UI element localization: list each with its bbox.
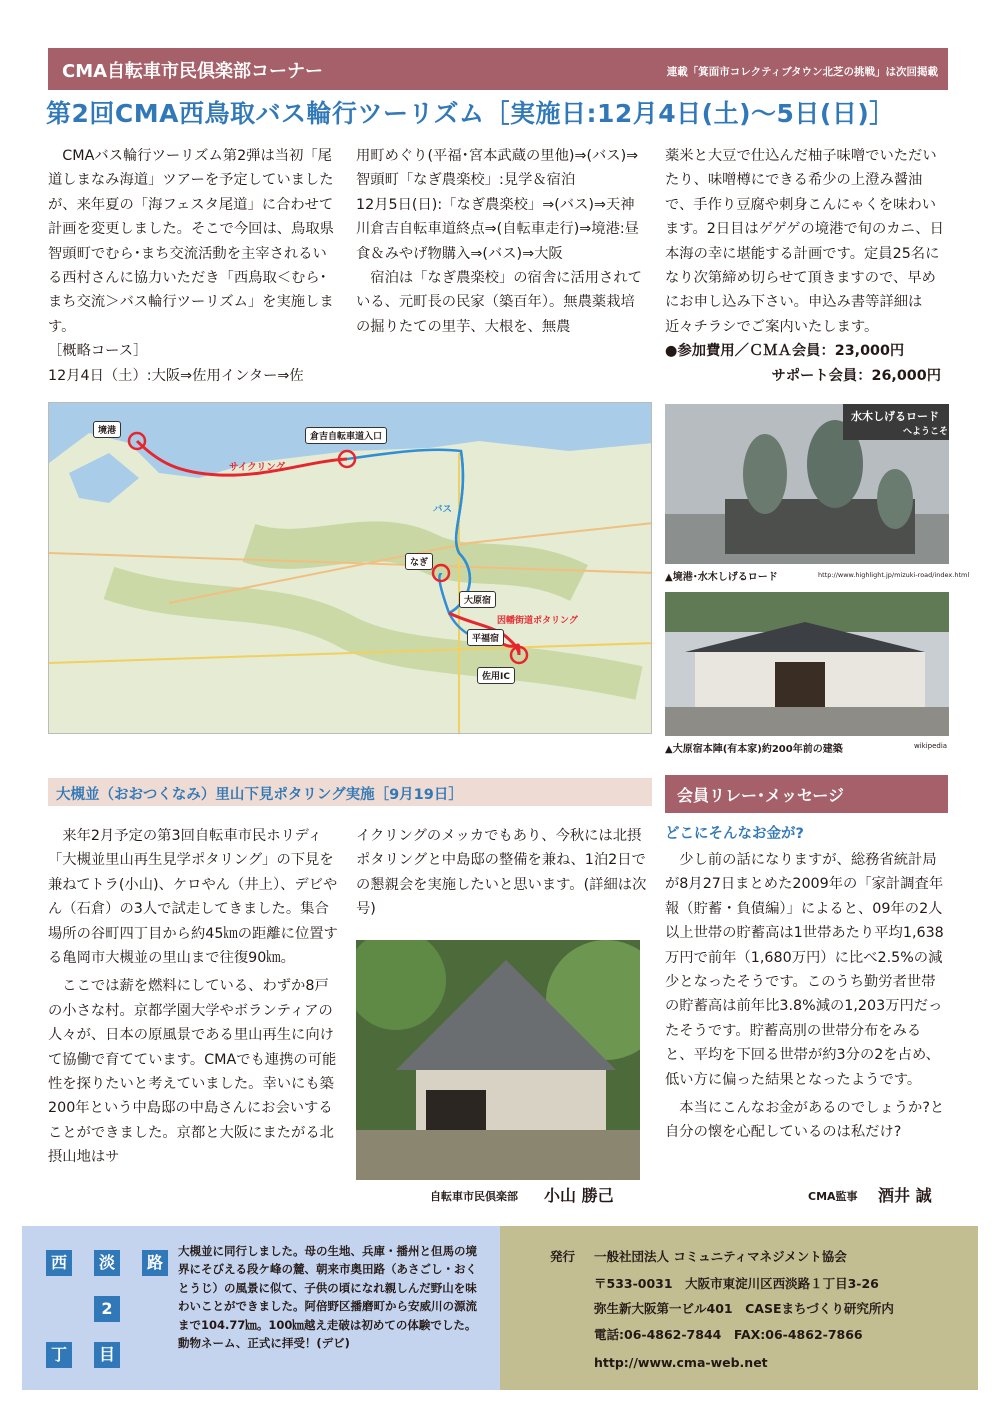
publisher-address1: 〒533-0031 大阪市東淀川区西淡路１丁目3-26 (594, 1276, 879, 1291)
article1-col1 (48, 144, 336, 388)
title-char: 丁 (46, 1342, 72, 1368)
title-char: 目 (94, 1342, 120, 1368)
map-label-sakaiminato: 境港 (93, 421, 121, 438)
caption-ohara: ▲大原宿本陣(有本家)約200年前の建築 (665, 744, 843, 755)
footer-nishiawaji (22, 1226, 500, 1390)
publisher-label: 発行 (550, 1249, 576, 1264)
article2-paragraph: ここでは薪を燃料にしている、わずか8戸の小さな村。京都学園大学やボランティアの人々が、日本の原風景である里山再生に向けて協働で育てています。CMAでも連携の可能性を探りたいと考えていました。幸いにも築200年という中島邸の中島さんにお会いすることができました。京都と大阪にまたがる北摂山地はサ (48, 978, 337, 1166)
ohara-house-image (665, 592, 949, 736)
map-label-ohara: 大原宿 (459, 591, 496, 608)
caption-mizuki: ▲境港･水木しげるロード (665, 572, 778, 583)
fee-member-line (665, 339, 949, 363)
article1-day1: 12月4日（土）:大阪⇒佐用インター⇒佐 (48, 367, 304, 384)
fee-member: 23,000円 (834, 343, 905, 360)
article2-col2 (356, 824, 648, 922)
title-char: 2 (94, 1296, 120, 1322)
thatched-house-image (356, 940, 640, 1180)
relay-heading-bar (665, 775, 948, 813)
photo-nakajima-house (356, 940, 640, 1180)
article2-author-name: 小山 勝己 (544, 1186, 614, 1205)
corner-title: CMA自転車市民倶楽部コーナー (62, 61, 324, 82)
article2-col1 (48, 824, 338, 1170)
series-notice: 連載「箕面市コレクティブタウン北芝の挑戦」は次回掲載 (666, 66, 938, 78)
article1-paragraph: CMAバス輪行ツーリズム第2弾は当初「尾道しまなみ海道」ツアーを予定していましたが、来年夏の「海フェスタ尾道」に合わせて計画を変更しました。そこで今回は、鳥取県智頭町でむら･まち交流活動を主宰されるいる西村さんに協力いただき「西鳥取＜むら･まち交流＞バス輪行ツーリズム」を実施します。 (48, 148, 334, 335)
article2-author-org: 自転車市民倶楽部 (430, 1190, 518, 1203)
article2-col2-text: イクリングのメッカでもあり、今秋には北摂ポタリングと中島邸の整備を兼ね、1泊2日での懇親会を実施したいと思います。(詳細は次号) (356, 828, 647, 918)
caption-ohara-credit: wikipedia (914, 742, 948, 750)
article1-col2 (356, 144, 646, 339)
publisher-url[interactable]: http://www.cma-web.net (594, 1355, 768, 1370)
relay-author-name: 酒井 誠 (878, 1186, 932, 1205)
fee-support-line (665, 364, 949, 388)
corner-header (48, 48, 948, 90)
article2-heading: 大槻並（おおつくなみ）里山下見ポタリング実施［9月19日］ (56, 787, 463, 803)
publisher-org: 一般社団法人 コミュニティマネジメント協会 (594, 1249, 847, 1264)
map-graphic (49, 403, 652, 734)
article1-day1-cont: 用町めぐり(平福･宮本武蔵の里他)⇒(バス)⇒智頭町「なぎ農楽校」:見学＆宿泊 (356, 148, 639, 189)
caption-mizuki-url: http://www.highlight.jp/mizuki-road/index.html (818, 571, 970, 579)
article1-col3-text: 薬米と大豆で仕込んだ柚子味噌でいただいたり、味噌樽にできる希少の上澄み醤油で、手作り豆腐や刺身こんにゃくを味わいます。2日目はゲゲゲの境港で旬のカニ、日本海の幸に堪能する計画です。定員25名になり次第締め切らせて頂きますので、早めにお申し込み下さい。申込み書等詳細は近々チラシでご案内いたします。 (665, 148, 944, 335)
article2-paragraph: 来年2月予定の第3回自転車市民ホリディ「大槻並里山再生見学ポタリング」の下見を兼ねてトラ(小山)、ケロやん（井上）、デビやん（石倉）の3人で試走してきました。集合場所の谷町四丁目から約45㎞の距離に位置する亀岡市大槻並の里山まで往復90㎞。 (48, 828, 338, 967)
map-label-sayo-ic: 佐用IC (477, 667, 515, 684)
footer-left-text: 大槻並に同行しました。母の生地、兵庫・播州と但馬の境界にそびえる段ケ峰の麓、朝来市奥田路（あさごし・おくとうじ）の風景に似て、子供の頃になれ親しんだ野山を味わいことができました。阿倍野区播磨町から安威川の源流まで104.77㎞。100㎞越え走破は初めての体験でした。動物ネーム、正式に拝受！(デビ) (178, 1244, 477, 1351)
article1-lodging: 宿泊は「なぎ農楽校」の宿舎に活用されている、元町長の民家（築百年）。無農薬栽培の掘りたての里芋、大根を、無農 (356, 270, 642, 335)
map-label-cycling: サイクリング (229, 462, 285, 473)
fee-support: 26,000円 (871, 367, 941, 384)
map-label-inaba-pottering: 因幡街道ポタリング (497, 616, 578, 626)
fee-label: ●参加費用／ＣＭＡ会員： (665, 343, 835, 360)
article1-course-label: ［概略コース］ (48, 343, 148, 360)
map-label-nagi: なぎ (405, 553, 433, 570)
fee-support-label: サポート会員： (771, 367, 872, 384)
article1-col3 (665, 144, 949, 388)
route-map (48, 402, 652, 734)
publisher-address2: 弥生新大阪第一ビル401 CASEまちづくり研究所内 (594, 1301, 894, 1316)
relay-subheading: どこにそんなお金が? (665, 826, 804, 842)
publisher-phone: 電話:06-4862-7844 FAX:06-4862-7866 (594, 1327, 863, 1342)
mizuki-sign-sub: へようこそ (903, 427, 949, 437)
map-label-hirafuku: 平福宿 (467, 629, 504, 646)
relay-paragraph: 少し前の話になりますが、総務省統計局が8月27日まとめた2009年の「家計調査年報（貯蓄・負債編）」によると、09年の2人以上世帯の貯蓄高は1世帯あたり平均1,638万円で前年（1,680万円）に比べ2.5%の減少となったそうです。このうち勤労者世帯の貯蓄高は前年比3.8%減の1,203万円だったそうです。貯蓄高別の世帯分布をみると、平均を下回る世帯が約3分の2を占め、低い方に偏った結果となったようです。 (665, 852, 944, 1088)
relay-body (665, 848, 949, 1145)
title-char: 路 (142, 1250, 168, 1276)
mizuki-sign: 水木しげるロード (851, 410, 939, 423)
footer-publisher (500, 1226, 978, 1390)
relay-author-title: CMA監事 (808, 1190, 858, 1203)
title-char: 淡 (94, 1250, 120, 1276)
article2-heading-bar (48, 778, 652, 806)
main-title: 第2回CMA西鳥取バス輪行ツーリズム［実施日:12月4日(土)～5日(日)］ (46, 99, 895, 128)
map-label-kurayoshi: 倉吉自転車道入口 (305, 427, 387, 444)
article1-day2: 12月5日(日):「なぎ農楽校」⇒(バス)⇒天神川倉吉自転車道終点⇒(自転車走行)⇒境港:昼食＆みやげ物購入⇒(バス)⇒大阪 (356, 196, 639, 262)
relay-paragraph: 本当にこんなお金があるのでしょうか?と自分の懐を心配しているのは私だけ? (665, 1100, 945, 1141)
title-char: 西 (46, 1250, 72, 1276)
relay-heading: 会員リレー･メッセージ (677, 786, 845, 805)
map-label-bus: バス (433, 504, 453, 515)
photo-mizuki-road (665, 404, 949, 564)
photo-ohara-honjin (665, 592, 949, 736)
